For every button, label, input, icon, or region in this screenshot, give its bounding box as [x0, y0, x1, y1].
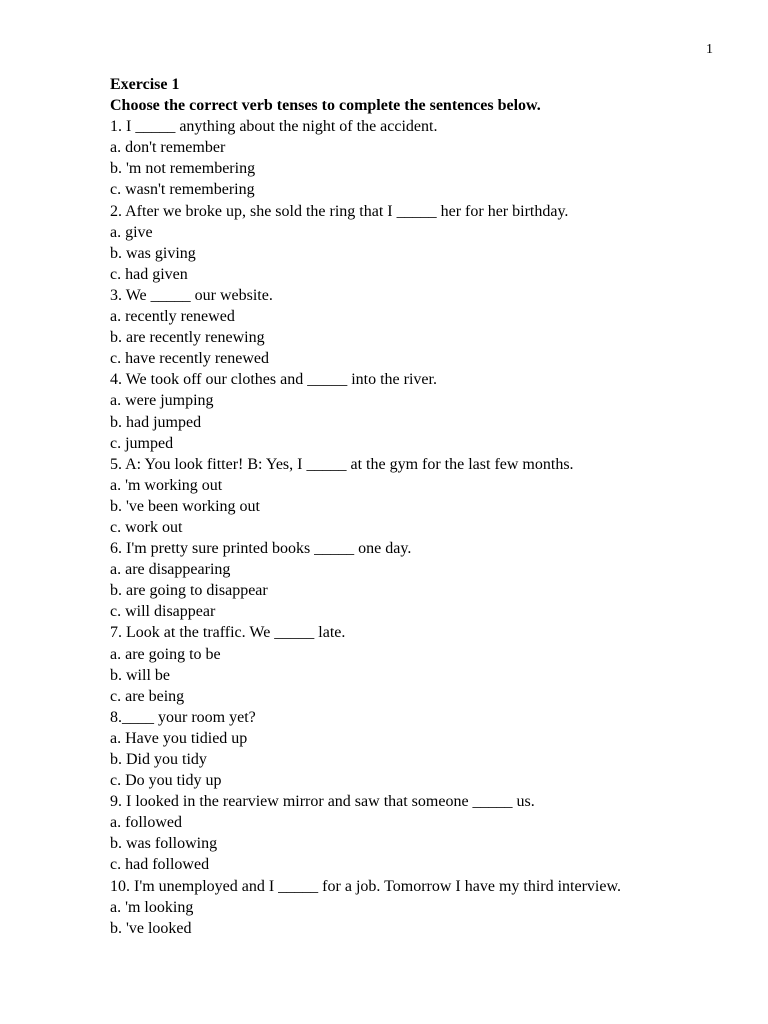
- question-prompt: 8.____ your room yet?: [110, 708, 256, 726]
- question-item: [110, 454, 730, 538]
- question-item: [110, 707, 730, 791]
- answer-option: a. 'm working out: [110, 476, 223, 494]
- answer-option: c. had given: [110, 265, 188, 283]
- question-item: [110, 876, 730, 939]
- question-prompt: 2. After we broke up, she sold the ring that I _____ her for her birthday.: [110, 202, 569, 220]
- question-item: [110, 622, 730, 706]
- answer-option: c. Do you tidy up: [110, 772, 222, 790]
- answer-option: a. followed: [110, 814, 182, 832]
- answer-option: b. will be: [110, 666, 170, 684]
- question-item: [110, 116, 730, 200]
- answer-option: b. was giving: [110, 244, 196, 262]
- answer-option: c. had followed: [110, 856, 210, 874]
- answer-option: a. Have you tidied up: [110, 729, 248, 747]
- question-prompt: 3. We _____ our website.: [110, 286, 273, 304]
- question-item: [110, 791, 730, 875]
- answer-option: b. had jumped: [110, 413, 202, 431]
- answer-option: c. wasn't remembering: [110, 181, 255, 199]
- question-prompt: 4. We took off our clothes and _____ into the river.: [110, 371, 437, 389]
- answer-option: b. 've been working out: [110, 497, 260, 515]
- answer-option: a. give: [110, 223, 153, 241]
- question-list: [110, 116, 730, 939]
- question-item: [110, 538, 730, 622]
- exercise-instructions: Choose the correct verb tenses to complete the sentences below.: [110, 97, 541, 115]
- question-item: [110, 285, 730, 369]
- answer-option: c. jumped: [110, 434, 174, 452]
- answer-option: b. Did you tidy: [110, 751, 207, 768]
- answer-option: c. will disappear: [110, 603, 216, 621]
- answer-option: a. were jumping: [110, 392, 214, 410]
- question-prompt: 6. I'm pretty sure printed books _____ one day.: [110, 540, 412, 558]
- answer-option: b. are recently renewing: [110, 329, 265, 347]
- answer-option: c. are being: [110, 687, 185, 705]
- page-number: 1: [706, 42, 713, 57]
- question-prompt: 1. I _____ anything about the night of the accident.: [110, 118, 438, 136]
- answer-option: a. 'm looking: [110, 898, 194, 916]
- answer-option: a. are going to be: [110, 645, 221, 663]
- answer-option: a. are disappearing: [110, 561, 231, 579]
- answer-option: b. are going to disappear: [110, 582, 268, 600]
- question-prompt: 5. A: You look fitter! B: Yes, I _____ at the gym for the last few months.: [110, 455, 574, 473]
- answer-option: b. was following: [110, 835, 218, 853]
- answer-option: b. 'm not remembering: [110, 160, 256, 178]
- question-prompt: 10. I'm unemployed and I _____ for a job. Tomorrow I have my third interview.: [110, 877, 621, 895]
- question-prompt: 7. Look at the traffic. We _____ late.: [110, 624, 346, 642]
- answer-option: a. recently renewed: [110, 308, 235, 326]
- exercise-title: Exercise 1: [110, 76, 180, 93]
- question-prompt: 9. I looked in the rearview mirror and saw that someone _____ us.: [110, 793, 535, 811]
- answer-option: b. 've looked: [110, 919, 192, 937]
- question-item: [110, 201, 730, 285]
- exercise-content: [110, 74, 730, 939]
- answer-option: c. have recently renewed: [110, 350, 270, 368]
- question-item: [110, 369, 730, 453]
- answer-option: a. don't remember: [110, 139, 226, 157]
- answer-option: c. work out: [110, 518, 183, 536]
